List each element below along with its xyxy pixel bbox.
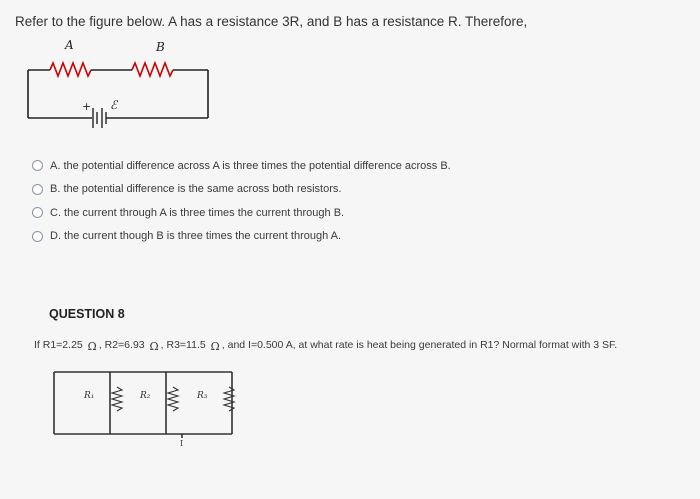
option-a[interactable] <box>32 154 451 178</box>
question-8-text-part-4: , and I=0.500 A, at what rate is heat being generated in R1? Normal format with 3 SF. <box>221 339 618 351</box>
question-7-options <box>32 154 451 248</box>
resistor-a-zigzag <box>50 63 91 76</box>
resistor-a-label: A <box>65 38 74 52</box>
r1-zigzag <box>112 387 122 411</box>
option-a-radio[interactable] <box>32 160 43 171</box>
resistor-b-label: B <box>156 40 165 54</box>
question-8-prompt <box>34 338 617 351</box>
option-d-radio[interactable] <box>32 231 43 242</box>
option-b[interactable] <box>32 178 451 202</box>
option-c-radio[interactable] <box>32 207 43 218</box>
r2-zigzag <box>168 387 178 411</box>
current-label: I <box>180 439 184 448</box>
question-8-text-part-1: If R1=2.25 <box>34 339 83 351</box>
parallel-circuit-figure <box>44 362 244 452</box>
emf-label: ℰ <box>110 98 118 112</box>
question-8-text-part-2: , R2=6.93 <box>98 339 145 351</box>
ohm-symbol: Ω <box>149 340 159 353</box>
option-b-label[interactable]: B. the potential difference is the same across both resistors. <box>50 183 342 196</box>
battery-plus-label: + <box>82 100 92 113</box>
question-8-heading: QUESTION 8 <box>49 307 125 321</box>
option-c-label[interactable]: C. the current through A is three times the current through B. <box>50 206 345 219</box>
ohm-symbol: Ω <box>210 340 220 353</box>
battery-symbol <box>93 108 106 128</box>
ohm-symbol: Ω <box>87 340 97 353</box>
resistor-b-zigzag <box>132 63 173 76</box>
parallel-wires <box>54 372 232 438</box>
option-c[interactable] <box>32 201 451 225</box>
resistor-zigzags <box>112 387 234 411</box>
option-a-label[interactable]: A. the potential difference across A is three times the potential difference across B. <box>50 159 451 172</box>
option-d-label[interactable]: D. the current though B is three times the current through A. <box>50 230 342 243</box>
option-b-radio[interactable] <box>32 184 43 195</box>
question-8-text-part-3: , R3=11.5 <box>160 339 206 351</box>
r3-label: R₃ <box>197 391 208 401</box>
r2-label: R₂ <box>140 391 151 401</box>
series-circuit-figure <box>20 38 220 136</box>
top-wire <box>28 63 208 118</box>
option-d[interactable] <box>32 225 451 249</box>
question-7-prompt: Refer to the figure below. A has a resistance 3R, and B has a resistance R. Therefore, <box>15 14 528 29</box>
r1-label: R₁ <box>84 391 95 401</box>
